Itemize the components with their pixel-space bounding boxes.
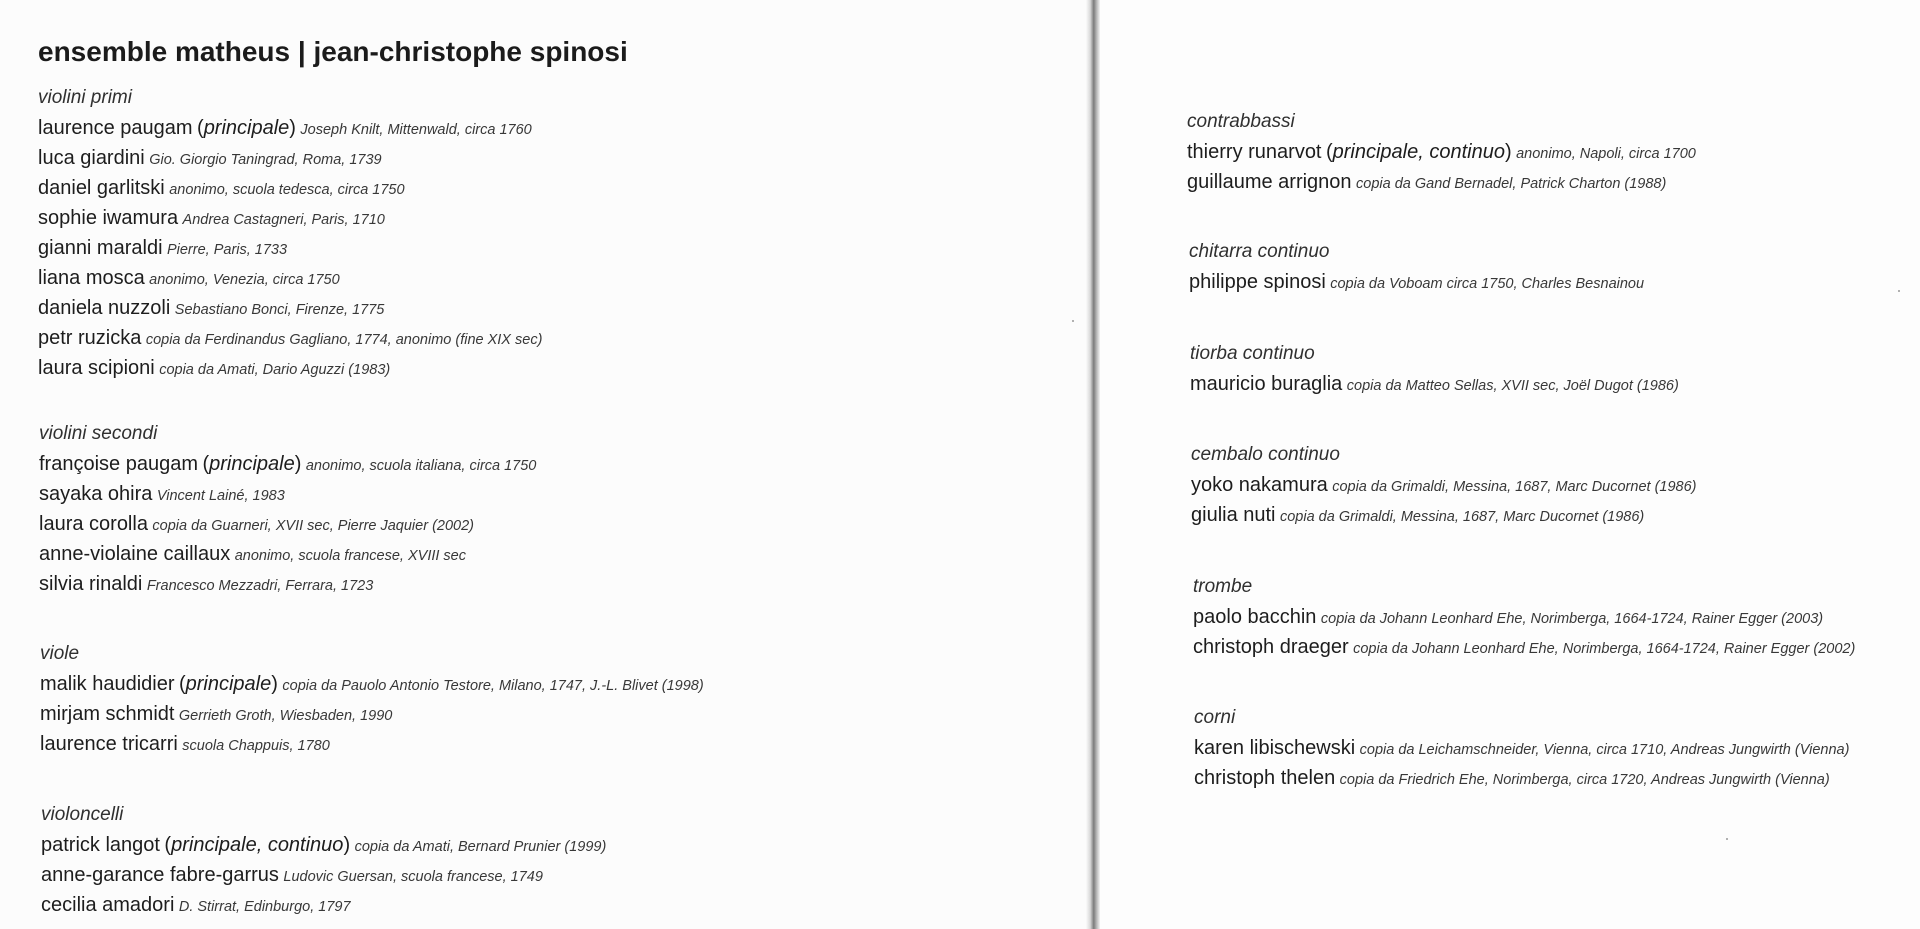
section-violini-primi [38, 83, 542, 383]
musician-name: malik haudidier [40, 673, 175, 695]
musician-name: sayaka ohira [39, 483, 153, 505]
musician-name: thierry runarvot [1187, 141, 1322, 163]
instrument-credit: Gerrieth Groth, Wiesbaden, 1990 [178, 708, 393, 724]
musician-row: thierry runarvot (principale, continuo) anonimo, Napoli, circa 1700 [1187, 141, 1696, 163]
musician-role: principale, continuo [171, 834, 344, 856]
musician-name: silvia rinaldi [39, 573, 143, 595]
musician-name: philippe spinosi [1189, 271, 1326, 293]
musician-row [1193, 602, 1855, 632]
musician-name: anne-garance fabre-garrus [41, 864, 279, 886]
instrument-credit: anonimo, scuola tedesca, circa 1750 [169, 182, 405, 198]
section-label: contrabbassi [1187, 111, 1295, 132]
section-viole [40, 639, 704, 759]
section-contrabbassi [1187, 107, 1696, 197]
musician-row [39, 479, 536, 509]
book-spine [1086, 0, 1100, 929]
musician-row [38, 143, 542, 173]
instrument-credit: copia da Gand Bernadel, Patrick Charton (1988) [1356, 176, 1667, 192]
musician-row [39, 509, 536, 539]
scan-speck [1072, 320, 1074, 322]
scan-speck [1898, 290, 1900, 292]
musician-role: principale, continuo [1332, 141, 1505, 163]
instrument-credit: copia da Matteo Sellas, XVII sec, Joël Dugot (1986) [1346, 378, 1679, 394]
musician-name: christoph draeger [1193, 636, 1349, 658]
musician-name: sophie iwamura [38, 207, 179, 229]
right-page [1098, 0, 1920, 929]
instrument-credit: copia da Amati, Bernard Prunier (1999) [354, 839, 607, 855]
musician-row [40, 729, 704, 759]
musician-row [38, 353, 542, 383]
musician-row [38, 323, 542, 353]
musician-row: malik haudidier (principale) copia da Pauolo Antonio Testore, Milano, 1747, J.-L. Blivet (1998) [40, 673, 704, 695]
musician-name: gianni maraldi [38, 237, 163, 259]
instrument-credit: Ludovic Guersan, scuola francese, 1749 [283, 869, 543, 885]
instrument-credit: anonimo, Napoli, circa 1700 [1516, 146, 1696, 162]
musician-row [1190, 369, 1679, 399]
musician-row [40, 699, 704, 729]
musician-row [38, 293, 542, 323]
section-violoncelli [41, 800, 606, 920]
musician-name: mauricio buraglia [1190, 373, 1343, 395]
musician-name: liana mosca [38, 267, 145, 289]
musician-row: patrick langot (principale, continuo) copia da Amati, Bernard Prunier (1999) [41, 834, 607, 856]
section-label: chitarra continuo [1189, 241, 1330, 262]
instrument-credit: copia da Grimaldi, Messina, 1687, Marc Ducornet (1986) [1332, 479, 1697, 495]
musician-row [1191, 470, 1696, 500]
musician-row [1193, 632, 1855, 662]
section-label: violoncelli [41, 804, 124, 825]
instrument-credit: copia da Pauolo Antonio Testore, Milano, 1747, J.-L. Blivet (1998) [282, 678, 704, 694]
instrument-credit: copia da Ferdinandus Gagliano, 1774, anonimo (fine XIX sec) [145, 332, 543, 348]
musician-name: luca giardini [38, 147, 145, 169]
musician-name: laurence paugam [38, 117, 193, 139]
page-title: ensemble matheus | jean-christophe spinosi [38, 36, 628, 67]
instrument-credit: copia da Johann Leonhard Ehe, Norimberga, 1664-1724, Rainer Egger (2002) [1353, 641, 1856, 657]
instrument-credit: anonimo, scuola italiana, circa 1750 [305, 458, 537, 474]
section-corni [1194, 703, 1849, 793]
instrument-credit: Joseph Knilt, Mittenwald, circa 1760 [300, 122, 532, 138]
musician-row [1189, 267, 1644, 297]
instrument-credit: Vincent Lainé, 1983 [156, 488, 285, 504]
section-tiorba-continuo [1190, 339, 1679, 399]
instrument-credit: Sebastiano Bonci, Firenze, 1775 [174, 302, 385, 318]
musician-row [41, 860, 606, 890]
musician-name: laura corolla [39, 513, 148, 535]
musician-row: françoise paugam (principale) anonimo, scuola italiana, circa 1750 [39, 453, 537, 475]
section-label: violini secondi [39, 423, 158, 444]
musician-name: daniel garlitski [38, 177, 165, 199]
section-label: trombe [1193, 576, 1253, 597]
musician-role: principale [209, 453, 295, 475]
musician-name: yoko nakamura [1191, 474, 1328, 496]
musician-name: guillaume arrignon [1187, 171, 1352, 193]
musician-name: patrick langot [41, 834, 160, 856]
section-violini-secondi [39, 419, 536, 599]
musician-row [1187, 167, 1696, 197]
instrument-credit: anonimo, scuola francese, XVIII sec [234, 548, 467, 564]
musician-row [39, 539, 536, 569]
musician-name: mirjam schmidt [40, 703, 175, 725]
instrument-credit: D. Stirrat, Edinburgo, 1797 [178, 899, 351, 915]
musician-name: giulia nuti [1191, 504, 1276, 526]
instrument-credit: copia da Friedrich Ehe, Norimberga, circa 1720, Andreas Jungwirth (Vienna) [1339, 772, 1830, 788]
section-trombe [1193, 572, 1855, 662]
musician-name: anne-violaine caillaux [39, 543, 231, 565]
musician-name: daniela nuzzoli [38, 297, 171, 319]
scan-speck [1726, 838, 1728, 840]
instrument-credit: Gio. Giorgio Taningrad, Roma, 1739 [149, 152, 382, 168]
musician-name: cecilia amadori [41, 894, 175, 916]
section-label: cembalo continuo [1191, 444, 1340, 465]
musician-row [41, 890, 606, 920]
musician-name: karen libischewski [1194, 737, 1356, 759]
musician-name: laura scipioni [38, 357, 155, 379]
instrument-credit: scuola Chappuis, 1780 [182, 738, 330, 754]
musician-row [1194, 763, 1849, 793]
section-label: violini primi [38, 87, 132, 108]
musician-row: laurence paugam (principale) Joseph Knilt, Mittenwald, circa 1760 [38, 117, 532, 139]
instrument-credit: copia da Amati, Dario Aguzzi (1983) [159, 362, 391, 378]
section-label: corni [1194, 707, 1236, 728]
instrument-credit: Andrea Castagneri, Paris, 1710 [182, 212, 385, 228]
musician-name: paolo bacchin [1193, 606, 1317, 628]
instrument-credit: Francesco Mezzadri, Ferrara, 1723 [146, 578, 374, 594]
musician-name: françoise paugam [39, 453, 198, 475]
musician-row [38, 203, 542, 233]
musician-role: principale [203, 117, 290, 139]
musician-name: laurence tricarri [40, 733, 178, 755]
section-label: viole [40, 643, 80, 664]
musician-role: principale [185, 673, 272, 695]
musician-row [1191, 500, 1696, 530]
instrument-credit: copia da Voboam circa 1750, Charles Besnainou [1330, 276, 1645, 292]
section-chitarra-continuo [1189, 237, 1644, 297]
musician-name: petr ruzicka [38, 327, 142, 349]
musician-row [39, 569, 536, 599]
musician-row [38, 173, 542, 203]
instrument-credit: copia da Guarneri, XVII sec, Pierre Jaquier (2002) [152, 518, 474, 534]
instrument-credit: Pierre, Paris, 1733 [166, 242, 288, 258]
musician-row [1194, 733, 1849, 763]
instrument-credit: anonimo, Venezia, circa 1750 [149, 272, 340, 288]
instrument-credit: copia da Grimaldi, Messina, 1687, Marc Ducornet (1986) [1279, 509, 1645, 525]
section-label: tiorba continuo [1190, 343, 1315, 364]
musician-name: christoph thelen [1194, 767, 1336, 789]
musician-row [38, 263, 542, 293]
musician-row [38, 233, 542, 263]
instrument-credit: copia da Leichamschneider, Vienna, circa 1710, Andreas Jungwirth (Vienna) [1359, 742, 1850, 758]
instrument-credit: copia da Johann Leonhard Ehe, Norimberga, 1664-1724, Rainer Egger (2003) [1320, 611, 1824, 627]
section-cembalo-continuo [1191, 440, 1696, 530]
